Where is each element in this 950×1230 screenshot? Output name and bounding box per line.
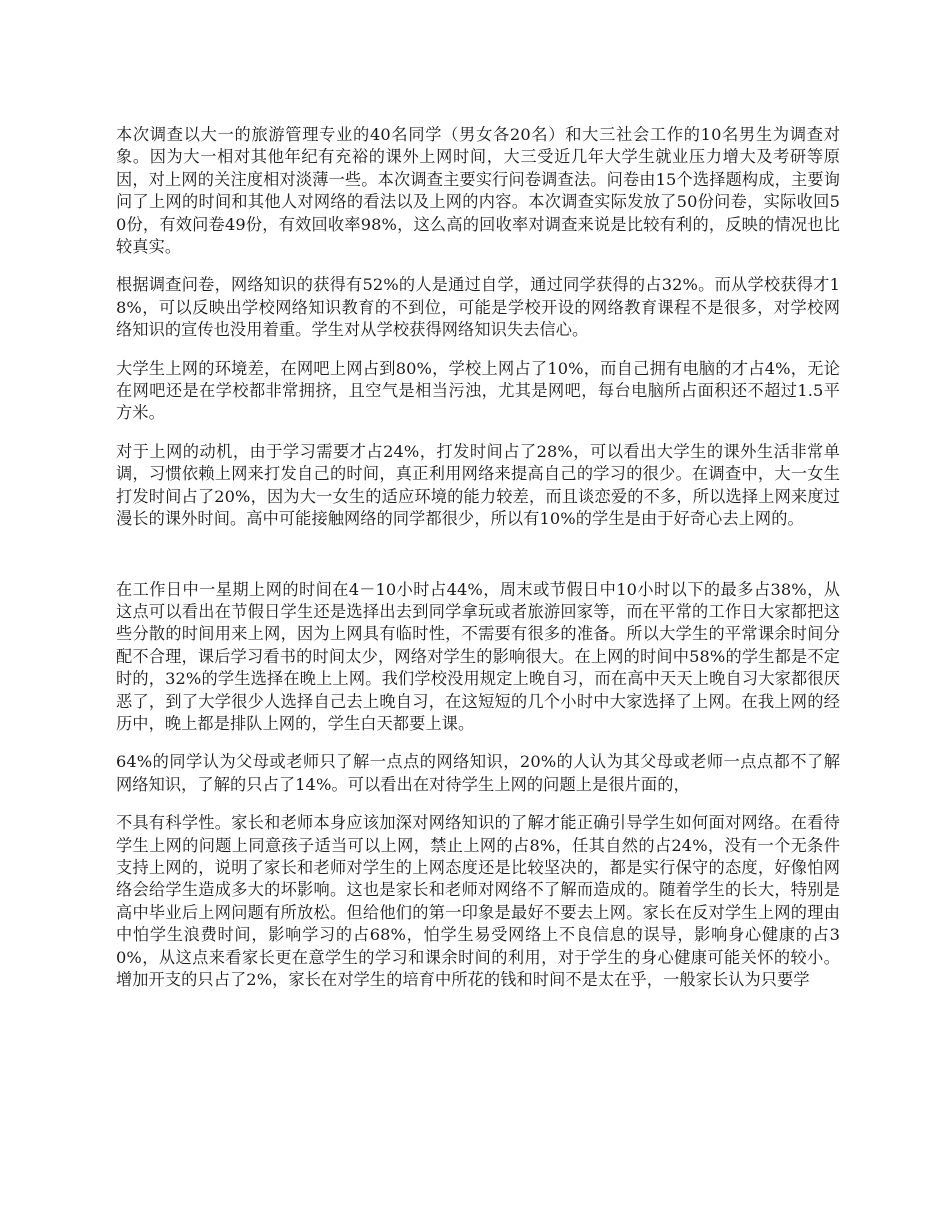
paragraph-internet-time: 在工作日中一星期上网的时间在4－10小时占44%，周末或节假日中10小时以下的最多占38%，从这点可以看出在节假日学生还是选择出去到同学拿玩或者旅游回家等，而在平常的工作日大家都把这些分散的时间用来上网，因为上网具有临时性，不需要有很多的准备。所以大学生的平常课余时间分配不合理，课后学习看书的时间太少，网络对学生的影响很大。在上网的时间中58%的学生都是不定时的，32%的学生选择在晚上上网。我们学校没用规定上晚自习，而在高中天天上晚自习大家都很厌恶了，到了大学很少人选择自己去上晚自习，在这短短的几个小时中大家选择了上网。在我上网的经历中，晚上都是排队上网的，学生白天都要上课。 xyxy=(116,579,840,733)
paragraph-internet-environment: 大学生上网的环境差，在网吧上网占到80%，学校上网占了10%，而自己拥有电脑的才占4%，无论在网吧还是在学校都非常拥挤，且空气是相当污浊，尤其是网吧，每台电脑所占面积还不超过1.5平方米。 xyxy=(116,358,840,423)
paragraph-parent-attitude: 不具有科学性。家长和老师本身应该加深对网络知识的了解才能正确引导学生如何面对网络。在看待学生上网的问题上同意孩子适当可以上网，禁止上网的占8%，任其自然的占24%，没有一个无条件支持上网的，说明了家长和老师对学生的上网态度还是比较坚决的，都是实行保守的态度，好像怕网络会给学生造成多大的坏影响。这也是家长和老师对网络不了解而造成的。随着学生的长大，特别是高中毕业后上网问题有所放松。但给他们的第一印象是最好不要去上网。家长在反对学生上网的理由中怕学生浪费时间，影响学习的占68%，怕学生易受网络上不良信息的误导，影响身心健康的占30%，从这点来看家长更在意学生的学习和课余时间的利用，对于学生的身心健康可能关怀的较小。增加开支的只占了2%，家长在对学生的培育中所花的钱和时间不是太在乎，一般家长认为只要学 xyxy=(116,813,840,989)
paragraph-survey-intro: 本次调查以大一的旅游管理专业的40名同学（男女各20名）和大三社会工作的10名男生为调查对象。因为大一相对其他年纪有充裕的课外上网时间，大三受近几年大学生就业压力增大及考研等原因，对上网的关注度相对淡薄一些。本次调查主要实行问卷调查法。问卷由15个选择题构成，主要询问了上网的时间和其他人对网络的看法以及上网的内容。本次调查实际发放了50份问卷，实际收回50份，有效问卷49份，有效回收率98%，这么高的回收率对调查来说是比较有利的，反映的情况也比较真实。 xyxy=(116,125,840,257)
paragraph-knowledge-source: 根据调查问卷，网络知识的获得有52%的人是通过自学，通过同学获得的占32%。而从学校获得才18%，可以反映出学校网络知识教育的不到位，可能是学校开设的网络教育课程不是很多，对学校网络知识的宣传也没用着重。学生对从学校获得网络知识失去信心。 xyxy=(116,275,840,340)
paragraph-parent-knowledge: 64%的同学认为父母或老师只了解一点点的网络知识，20%的人认为其父母或老师一点点都不了解网络知识，了解的只占了14%。可以看出在对待学生上网的问题上是很片面的， xyxy=(116,752,840,794)
document-body xyxy=(116,124,840,991)
paragraph-internet-motivation: 对于上网的动机，由于学习需要才占24%，打发时间占了28%，可以看出大学生的课外生活非常单调，习惯依赖上网来打发自己的时间，真正利用网络来提高自己的学习的很少。在调查中，大一女生打发时间占了20%，因为大一女生的适应环境的能力较差，而且谈恋爱的不多，所以选择上网来度过漫长的课外时间。高中可能接触网络的同学都很少，所以有10%的学生是由于好奇心去上网的。 xyxy=(116,441,840,529)
